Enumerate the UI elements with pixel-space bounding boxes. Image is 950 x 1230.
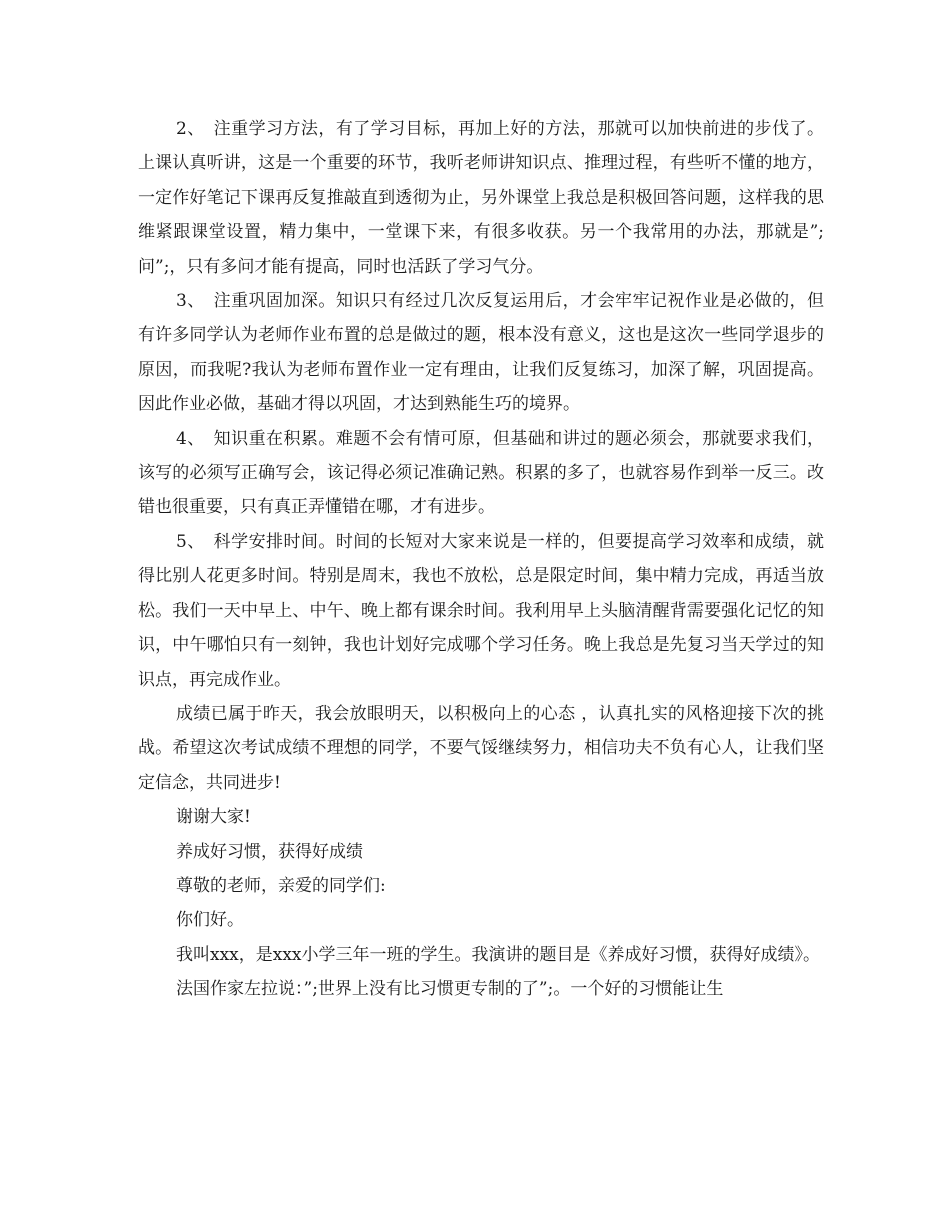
paragraph-thanks: 谢谢大家! (176, 807, 251, 828)
paragraph-study-method: 2、 注重学习方法，有了学习目标，再加上好的方法，那就可以加快前进的步伐了。上课认真听讲，这是一个重要的环节，我听老师讲知识点、推理过程，有些听不懂的地方，一定作好笔记下课再反复推敲直到透彻为止，另外课堂上我总是积极回答问题，这样我的思维紧跟课堂设置，精力集中，一堂课下来，有很多收获。另一个我常用的办法，那就是”;问”;，只有多问才能有提高，同时也活跃了学习气分。 (138, 119, 824, 277)
paragraph-conclusion: 成绩已属于昨天，我会放眼明天，以积极向上的心态 ，认真扎实的风格迎接下次的挑战。希望这次考试成绩不理想的同学，不要气馁继续努力，相信功夫不负有心人，让我们坚定信念，共同进步! (138, 703, 824, 793)
paragraph-consolidate: 3、 注重巩固加深。知识只有经过几次反复运用后，才会牢牢记祝作业是必做的，但有许多同学认为老师作业布置的总是做过的题，根本没有意义，这也是这次一些同学退步的原因，而我呢?我认为老师布置作业一定有理由，让我们反复练习，加深了解，巩固提高。因此作业必做，基础才得以巩固，才达到熟能生巧的境界。 (138, 291, 824, 415)
paragraph-schedule-time: 5、 科学安排时间。时间的长短对大家来说是一样的，但要提高学习效率和成绩，就得比别人花更多时间。特别是周末，我也不放松，总是限定时间，集中精力完成，再适当放松。我们一天中早上、中午、晚上都有课余时间。我利用早上头脑清醒背需要强化记忆的知识，中午哪怕只有一刻钟，我也计划好完成哪个学习任务。晚上我总是先复习当天学过的知识点，再完成作业。 (138, 531, 824, 690)
speech-salutation: 尊敬的老师，亲爱的同学们: (176, 875, 386, 896)
speech-title: 养成好习惯，获得好成绩 (176, 841, 363, 862)
document-body (138, 112, 824, 1007)
speech-intro: 我叫xxx，是xxx小学三年一班的学生。我演讲的题目是《养成好习惯，获得好成绩》。 (176, 944, 821, 965)
speech-greeting: 你们好。 (176, 910, 244, 931)
speech-quote: 法国作家左拉说：”;世界上没有比习惯更专制的了”;。一个好的习惯能让生 (176, 979, 724, 1000)
paragraph-accumulate: 4、 知识重在积累。难题不会有情可原，但基础和讲过的题必须会，那就要求我们，该写的必须写正确写会，该记得必须记准确记熟。积累的多了，也就容易作到举一反三。改错也很重要，只有真正弄懂错在哪，才有进步。 (138, 428, 824, 518)
